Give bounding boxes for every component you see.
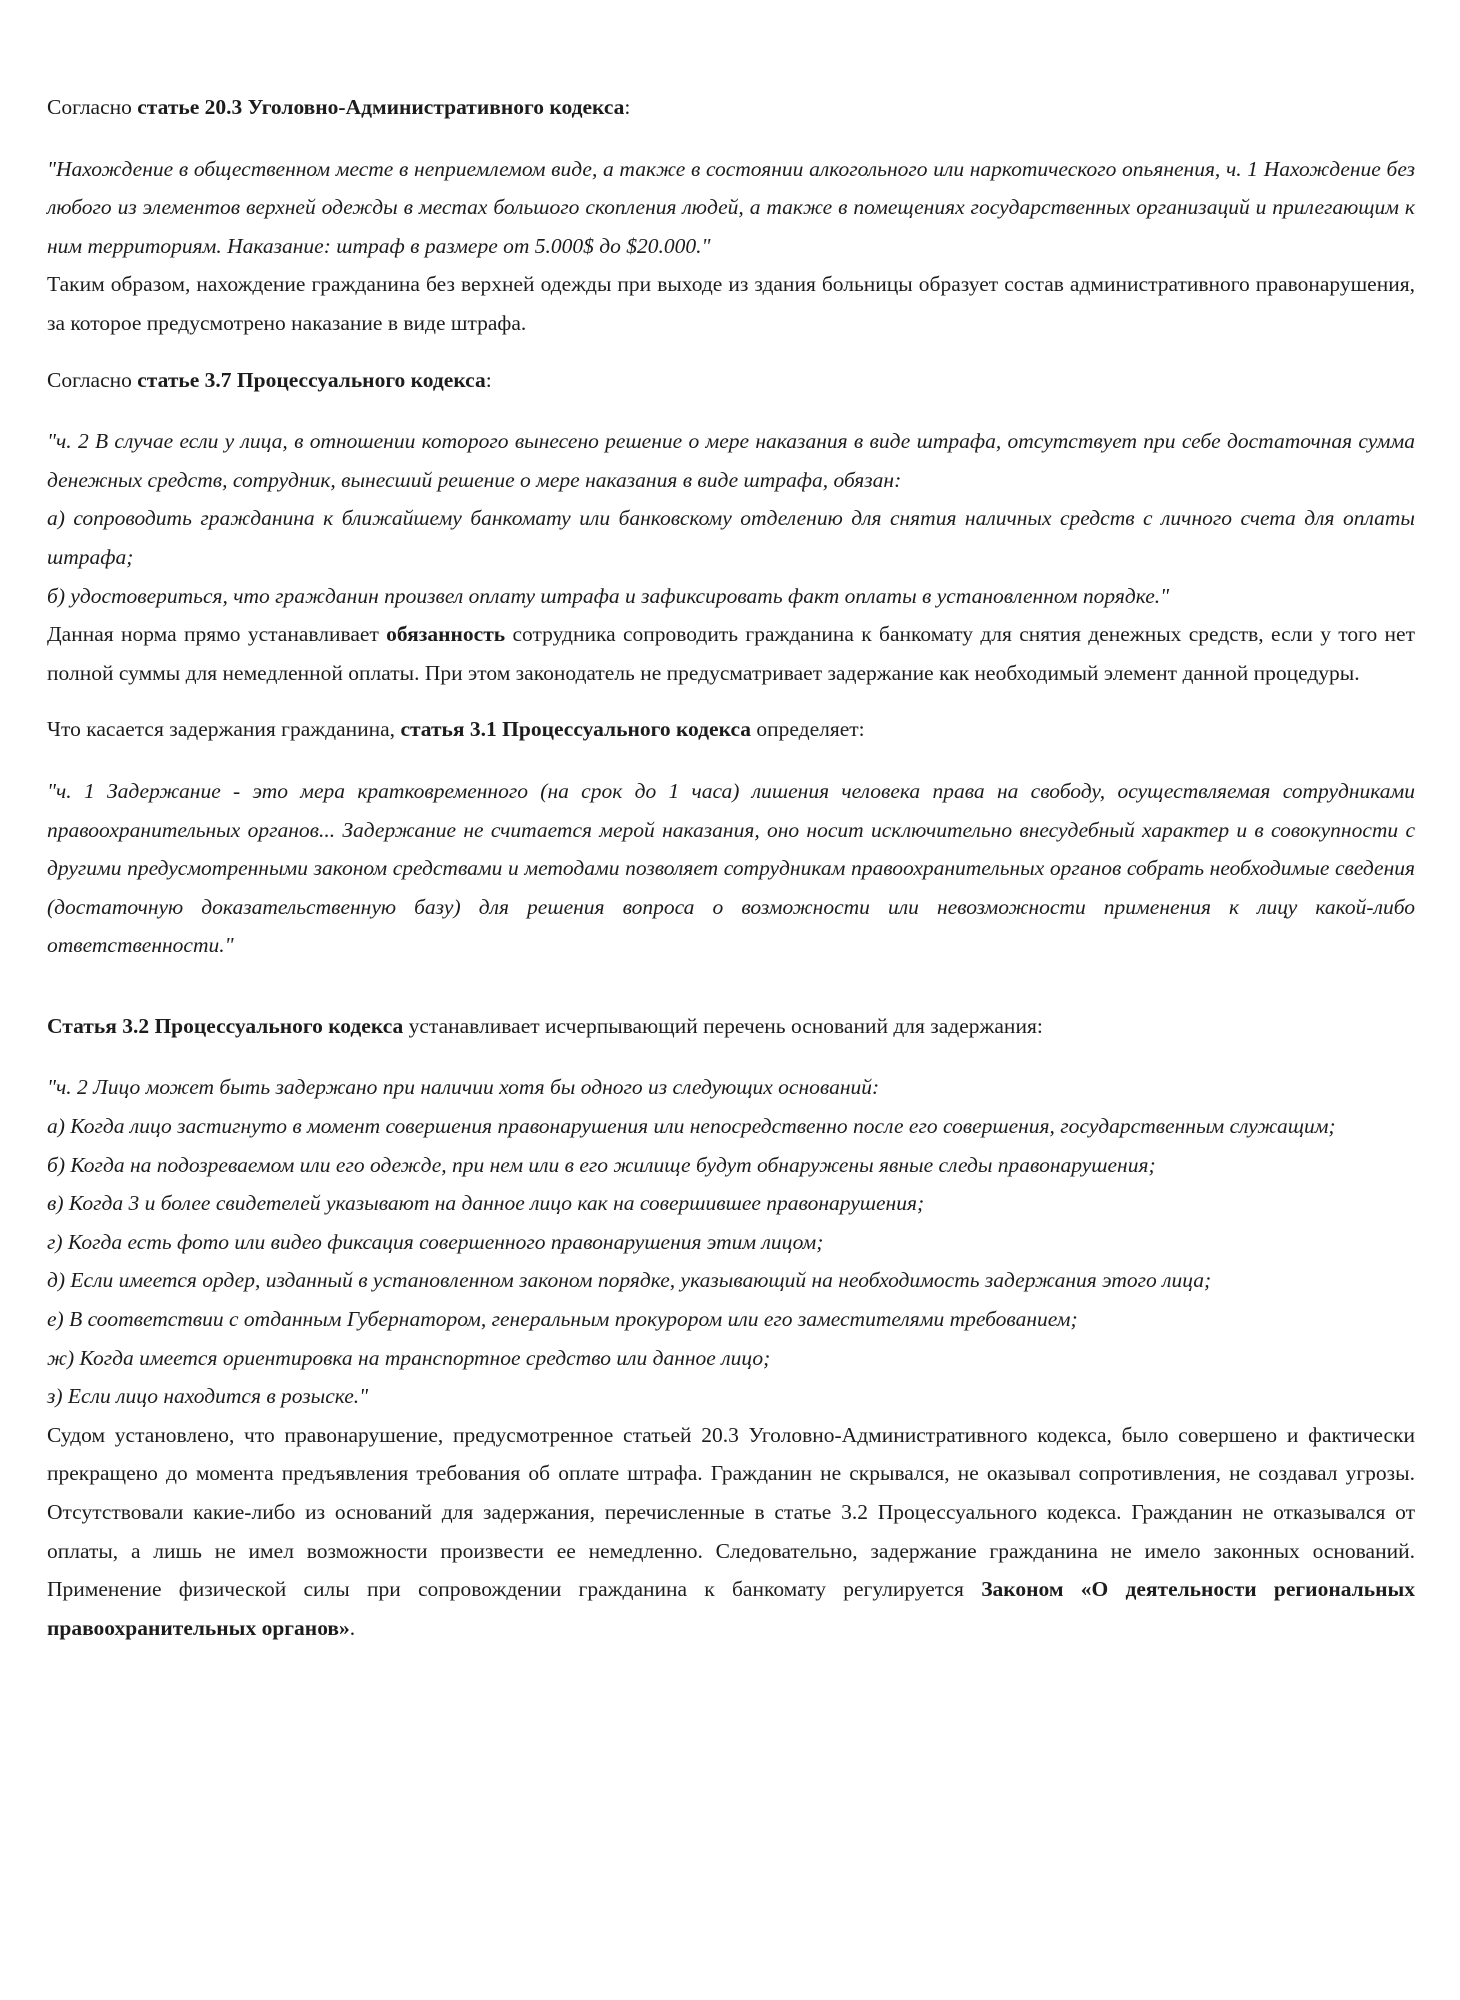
text-run: "ч. 2 Лицо может быть задержано при наличии хотя бы одного из следующих оснований:: [47, 1075, 880, 1100]
text-run: Согласно: [47, 95, 138, 119]
paragraph-body: [47, 265, 1415, 342]
paragraph-quote: [47, 499, 1415, 576]
bold-text-run: статье 20.3 Уголовно-Административного кодекса: [137, 95, 625, 119]
text-run: б) Когда на подозреваемом или его одежде, при нем или в его жилище будут обнаружены явные следы правонарушения;: [47, 1152, 1156, 1177]
paragraph-quote: [47, 1300, 1415, 1339]
text-run: :: [624, 95, 631, 119]
paragraph-quote: [47, 1261, 1415, 1300]
text-run: :: [485, 367, 492, 392]
text-run: Согласно: [47, 367, 138, 392]
paragraph-quote: [47, 772, 1415, 965]
text-run: а) Когда лицо застигнуто в момент совершения правонарушения или непосредственно после его совершения, государственным служащим;: [47, 1114, 1336, 1139]
text-run: г) Когда есть фото или видео фиксация совершенного правонарушения этим лицом;: [47, 1229, 824, 1254]
text-run: Судом установлено, что правонарушение, предусмотренное статьей 20.3 Уголовно-Административного кодекса, было совершено и фактически прекращено до момента предъявления требования об оплате штрафа. Гражданин не скрывался, не оказывал сопротивления, не создавал угрозы. Отсутствовали какие-либо из оснований для задержания, перечисленные в статье 3.2 Процессуального кодекса. Гражданин не отказывался от оплаты, а лишь не имел возможности произвести ее немедленно. Следовательно, задержание гражданина не имело законных оснований. Применение физической силы при сопровождении гражданина к банкомату регулируется: [47, 1422, 1415, 1602]
paragraph-quote: [47, 1184, 1415, 1223]
text-run: сотрудника сопроводить гражданина к банкомату для снятия денежных средств, если у того нет полной суммы для немедленной оплаты. При этом законодатель не предусматривает задержание как необходимый элемент данной процедуры.: [47, 622, 1415, 685]
text-run: "ч. 1 Задержание - это мера кратковременного (на срок до 1 часа) лишения человека права на свободу, осуществляемая сотрудниками правоохранительных органов... Задержание не считается мерой наказания, оно носит исключительно внесудебный характер и в совокупности с другими предусмотренными законом средствами и методами позволяет сотрудникам правоохранительных органов собрать необходимые сведения (достаточную доказательственную базу) для решения вопроса о возможности или невозможности применения к лицу какой-либо ответственности.": [47, 778, 1415, 958]
paragraph-heading: [47, 1007, 1415, 1046]
text-run: Таким образом, нахождение гражданина без верхней одежды при выходе из здания больницы образует состав административного правонарушения, за которое предусмотрено наказание в виде штрафа.: [47, 272, 1415, 335]
paragraph-quote: [47, 577, 1415, 616]
text-run: устанавливает исчерпывающий перечень оснований для задержания:: [403, 1013, 1043, 1038]
bold-text-run: Законом «О деятельности региональных правоохранительных органов»: [47, 1577, 1415, 1640]
paragraph-quote: [47, 422, 1415, 499]
text-run: ж) Когда имеется ориентировка на транспортное средство или данное лицо;: [47, 1345, 771, 1370]
text-run: е) В соответствии с отданным Губернатором, генеральным прокурором или его заместителями требованием;: [47, 1307, 1078, 1332]
bold-text-run: статье 3.7 Процессуального кодекса: [137, 367, 486, 392]
text-run: Что касается задержания гражданина,: [47, 717, 401, 742]
paragraph-heading: [47, 710, 1415, 749]
paragraph-quote: [47, 1107, 1415, 1146]
paragraph-quote: [47, 1068, 1415, 1107]
text-run: д) Если имеется ордер, изданный в установленном законом порядке, указывающий на необходимость задержания этого лица;: [47, 1268, 1212, 1293]
paragraph-body: [47, 1416, 1415, 1648]
text-run: "ч. 2 В случае если у лица, в отношении которого вынесено решение о мере наказания в виде штрафа, отсутствует при себе достаточная сумма денежных средств, сотрудник, вынесший решение о мере наказания в виде штрафа, обязан:: [47, 429, 1415, 492]
text-run: "Нахождение в общественном месте в неприемлемом виде, а также в состоянии алкогольного или наркотического опьянения, ч. 1 Нахождение без любого из элементов верхней одежды в местах большого скопления людей, а также в помещениях государственных организаций и прилегающим к ним территориям. Наказание: штраф в размере от 5.000$ до $20.000.": [47, 156, 1415, 258]
text-run: .: [349, 1615, 356, 1640]
bold-text-run: Статья 3.2 Процессуального кодекса: [47, 1013, 404, 1038]
text-run: определяет:: [751, 717, 865, 742]
bold-text-run: обязанность: [386, 622, 506, 647]
paragraph-quote: [47, 1223, 1415, 1262]
text-run: Данная норма прямо устанавливает: [47, 622, 387, 647]
paragraph-quote: [47, 150, 1415, 266]
text-run: в) Когда 3 и более свидетелей указывают на данное лицо как на совершившее правонарушения;: [47, 1191, 925, 1216]
paragraph-quote: [47, 1339, 1415, 1378]
paragraph-quote: [47, 1377, 1415, 1416]
text-run: б) удостовериться, что гражданин произвел оплату штрафа и зафиксировать факт оплаты в установленном порядке.": [47, 583, 1170, 608]
paragraph-heading: [47, 88, 1415, 127]
paragraph-quote: [47, 1146, 1415, 1185]
paragraph-heading: [47, 361, 1415, 400]
paragraph-body: [47, 615, 1415, 692]
text-run: з) Если лицо находится в розыске.": [47, 1384, 369, 1409]
text-run: а) сопроводить гражданина к ближайшему банкомату или банковскому отделению для снятия наличных средств с личного счета для оплаты штрафа;: [47, 506, 1415, 569]
bold-text-run: статья 3.1 Процессуального кодекса: [400, 717, 751, 742]
